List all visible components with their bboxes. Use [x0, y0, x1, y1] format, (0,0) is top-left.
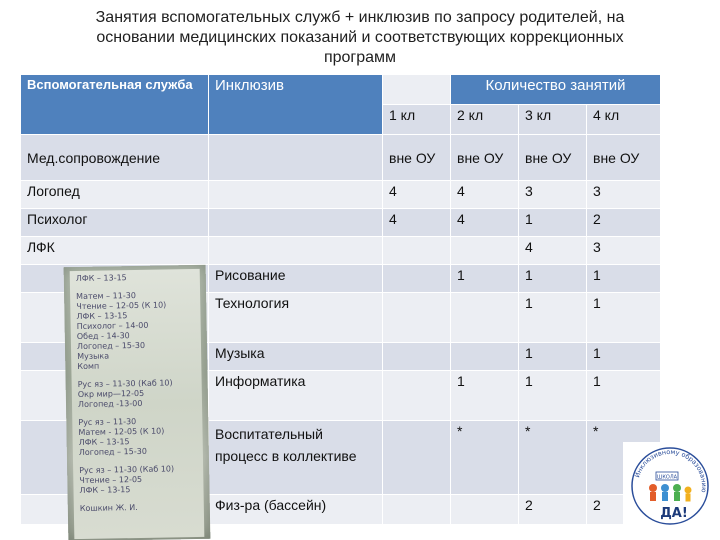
- row-value: 4: [519, 237, 587, 265]
- row-value: 3: [587, 237, 661, 265]
- row-value: [383, 495, 451, 525]
- schedule-photo: [64, 265, 211, 540]
- row-value: 1: [519, 209, 587, 237]
- row-service: Мед.сопровождение: [21, 135, 209, 181]
- schedule-line: Музыка: [77, 351, 110, 362]
- schedule-line: ЛФК – 13-15: [78, 437, 130, 448]
- schedule-line: Психолог – 14-00: [76, 320, 149, 332]
- schedule-line: Чтение – 12-05 (К 10): [76, 300, 167, 312]
- grade-header: 4 кл: [587, 105, 661, 135]
- header-service: Вспомогательная служба: [21, 75, 209, 135]
- row-service: Психолог: [21, 209, 209, 237]
- row-value: *: [519, 421, 587, 495]
- schedule-line: ЛФК – 13-15: [75, 273, 127, 284]
- schedule-line: ЛФК – 13-15: [76, 311, 128, 322]
- schedule-line: Логопед – 15-30: [78, 446, 147, 458]
- row-inclusive: Технология: [209, 293, 383, 343]
- row-value: вне ОУ: [383, 135, 451, 181]
- row-value: [383, 343, 451, 371]
- row-value: *: [451, 421, 519, 495]
- row-value: вне ОУ: [451, 135, 519, 181]
- row-value: 1: [587, 265, 661, 293]
- row-value: [451, 495, 519, 525]
- row-value: [451, 237, 519, 265]
- schedule-line: Окр мир—12-05: [77, 388, 145, 400]
- table-row: [21, 181, 661, 209]
- schedule-line: Матем – 11-30: [76, 291, 136, 302]
- table-row: [21, 237, 661, 265]
- schedule-paper: [70, 269, 205, 539]
- table-row: [21, 135, 661, 181]
- schedule-line: Рус яз – 11-30: [78, 417, 137, 428]
- row-value: 1: [451, 371, 519, 421]
- logo-ring-text: Инклюзивному образованию: [633, 447, 709, 493]
- row-value: 2: [519, 495, 587, 525]
- row-value: 4: [451, 181, 519, 209]
- row-value: [383, 371, 451, 421]
- schedule-line: Логопед -13-00: [77, 398, 143, 410]
- row-value: [383, 237, 451, 265]
- table-row: [21, 209, 661, 237]
- row-value: 1: [519, 265, 587, 293]
- grade-header: 2 кл: [451, 105, 519, 135]
- schedule-line: ЛФК – 13-15: [79, 485, 131, 496]
- row-value: 2: [587, 495, 661, 525]
- row-value: 1: [451, 265, 519, 293]
- row-value: [383, 293, 451, 343]
- logo-caption: ДА!: [660, 506, 688, 521]
- grade-header: 3 кл: [519, 105, 587, 135]
- row-inclusive: Физ-ра (бассейн): [209, 495, 383, 525]
- header-count: Количество занятий: [451, 75, 661, 105]
- row-value: [383, 265, 451, 293]
- row-inclusive: [209, 209, 383, 237]
- schedule-line: Обед - 14-30: [76, 331, 130, 342]
- row-inclusive: [209, 237, 383, 265]
- schedule-line: Рус яз – 11-30 (Каб 10): [77, 378, 173, 390]
- schedule-line: Логопед – 15-30: [76, 340, 146, 352]
- title-line-1: Занятия вспомогательных служб + инклюзив по запросу родителей, на: [95, 9, 625, 26]
- row-value: 4: [383, 181, 451, 209]
- row-value: 4: [451, 209, 519, 237]
- row-value: [451, 343, 519, 371]
- row-value: 1: [519, 371, 587, 421]
- row-value: 1: [587, 371, 661, 421]
- row-value: 1: [519, 343, 587, 371]
- page-title: [30, 8, 690, 68]
- schedule-line: Матем - 12-05 (К 10): [78, 426, 165, 438]
- schedule-line: Чтение – 12-05: [79, 474, 143, 486]
- row-service: Логопед: [21, 181, 209, 209]
- header-inclusive: Инклюзив: [209, 75, 383, 135]
- row-value: 1: [587, 343, 661, 371]
- schedule-line: Рус яз – 11-30 (Каб 10): [79, 464, 175, 476]
- grade-header: 1 кл: [383, 105, 451, 135]
- row-value: *: [587, 421, 661, 495]
- row-inclusive: Воспитательный процесс в коллективе: [209, 421, 383, 495]
- row-value: [451, 293, 519, 343]
- row-value: 1: [587, 293, 661, 343]
- row-inclusive: Музыка: [209, 343, 383, 371]
- row-inclusive: Рисование: [209, 265, 383, 293]
- row-value: 3: [519, 181, 587, 209]
- row-inclusive: [209, 181, 383, 209]
- schedule-line: Комп: [77, 361, 100, 372]
- row-service: ЛФК: [21, 237, 209, 265]
- inclusive-school-logo-icon: [623, 442, 717, 538]
- row-value: вне ОУ: [519, 135, 587, 181]
- row-value: 1: [519, 293, 587, 343]
- title-line-3: программ: [323, 49, 397, 66]
- row-value: 3: [587, 181, 661, 209]
- schedule-line: Кошкин Ж. И.: [79, 503, 138, 514]
- row-value: [383, 421, 451, 495]
- row-inclusive: [209, 135, 383, 181]
- title-line-2: основании медицинских показаний и соответствующих коррекционных: [96, 29, 624, 46]
- logo-school-label: ШКОЛА: [656, 474, 678, 481]
- row-inclusive: Информатика: [209, 371, 383, 421]
- row-value: вне ОУ: [587, 135, 661, 181]
- row-value: 4: [383, 209, 451, 237]
- row-value: 2: [587, 209, 661, 237]
